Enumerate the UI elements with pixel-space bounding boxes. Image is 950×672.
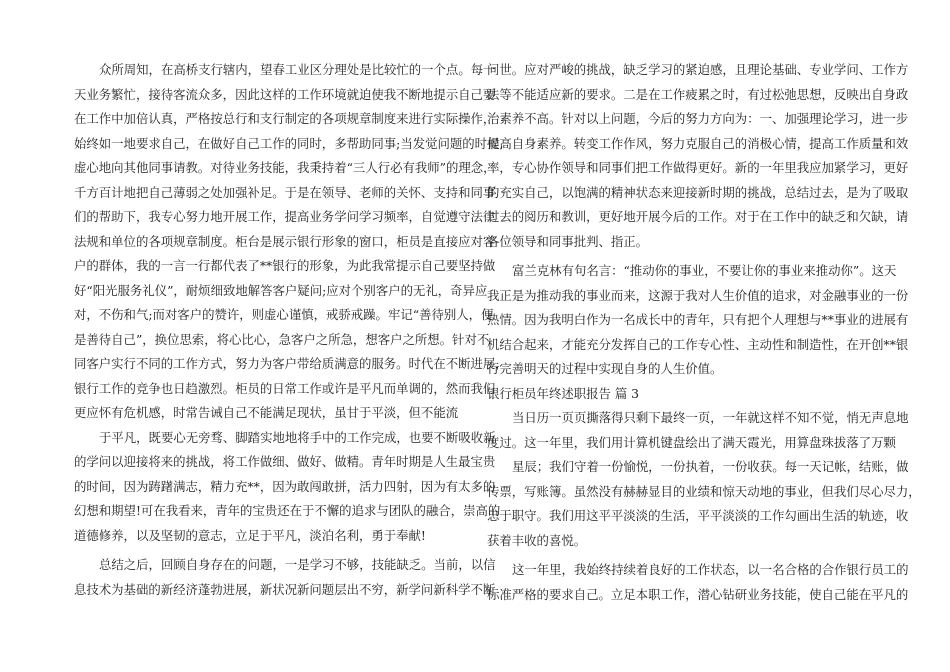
text-line: 忠于职守。我们用这平平淡淡的生活，平平淡淡的工作勾画出生活的轨迹，收 [487,508,909,523]
text-line: 虚心地向其他同事请教。对待业务技能，我秉持着“三人行必有我师”的理念， [74,160,496,175]
text-line: 更应怀有危机感，时常告诫自己不能满足现状，虽甘于平淡，但不能流 [74,405,459,420]
text-line: 的时间，因为踌躇满志，精力充**，因为敢闯敢拼，活力四射，因为有太多的 [74,478,496,494]
text-line: 率，专心协作领导和同事们把工作做得更好。新的一年里我应加紧学习，更好 [487,160,909,175]
text-line: 当日历一页页撕落得只剩下最终一页，一年就这样不知不觉，悄无声息地 [512,410,909,425]
text-line: 户的群体，我的一言一行都代表了**银行的形象，为此我常提示自己要坚持做 [74,258,496,273]
text-line: 千方百计地把自己薄弱之处加强补足。于是在领导、老师的关怀、支持和同事 [74,184,496,200]
text-line: 问世。应对严峻的挑战，缺乏学习的紧迫感，且理论基础、专业学问、工作方 [487,62,909,77]
text-line: 始终如一地要求自己，在做好自己工作的同时，多帮助同事;当发觉问题的时候, [74,135,504,151]
text-line: 法等不能适应新的要求。二是在工作疲累之时，有过松弛思想，反映出自身政 [487,86,909,102]
text-line: 天业务繁忙，接待客流众多，因此这样的工作环境就迫使我不断地提示自己要 [74,86,496,102]
text-line: 银行柜员年终述职报告 篇 3 [487,385,640,401]
text-line: 银行工作的竞争也日趋激烈。柜员的日常工作或许是平凡而单调的，然而我们 [74,380,496,396]
left-column [74,58,508,602]
text-line: 同客户实行不同的工作方式，努力为客户带给质满意的服务。时代在不断进展， [74,356,508,371]
text-line: 们的帮助下，我专心努力地开展工作，提高业务学问学习频率，自觉遵守法律 [74,209,496,224]
text-line: 获着丰收的喜悦。 [487,532,587,548]
text-line: 机结合起来，才能充分发挥自己的工作专心性、主动性和制造性，在开创**银 [487,336,909,352]
text-line: 治素养不高。针对以上问题，今后的努力方向为：一、加强理论学习，进一步 [487,111,909,126]
text-line: 息技术为基础的新经济蓬勃进展，新状况新问题层出不穷，新学问新科学不断 [74,581,496,597]
text-line: 的充实自己，以饱满的精神状态来迎接新时期的挑战，总结过去，是为了吸取 [487,184,909,200]
text-line: 传票，写账簿。虽然没有赫赫显目的业绩和惊天动地的事业，但我们尽心尽力， [487,483,921,499]
text-line: 总结之后，回顾自身存在的问题，一是学习不够，技能缺乏。当前，以信 [99,557,496,572]
text-line: 过去的阅历和教训，更好地开展今后的工作。对于在工作中的缺乏和欠缺，请 [487,209,909,224]
text-line: 热情。因为我明白作为一名成长中的青年，只有把个人理想与**事业的进展有 [487,312,909,327]
text-line: 的学问以迎接将来的挑战，将工作做细、做好、做精。青年时期是人生最宝贵 [74,454,496,469]
text-line: 度过。这一年里，我们用计算机键盘绘出了满天霞光，用算盘珠拔落了万颗 [487,434,896,450]
text-line: 在工作中加倍认真，严格按总行和支行制定的各项规章制度来进行实际操作， [74,111,496,126]
text-line: 这一年里，我始终持续着良好的工作状态，以一名合格的合作银行员工的 [512,562,909,577]
text-line: 是善待自己”，换位思索，将心比心，急客户之所急，想客户之所想。针对不 [74,331,490,347]
text-line: 道德修养，以及坚韧的意志，立足于平凡，淡泊名利，勇于奉献! [74,527,426,543]
text-line: 于平凡，既要心无旁骛、脚踏实地地将手中的工作完成，也要不断吸收新 [99,429,496,445]
text-line: 标准严格的要求自己。立足本职工作，潜心钻研业务技能，使自己能在平凡的 [487,586,909,602]
text-line: 众所周知，在高桥支行辖内，望春工业区分理处是比较忙的一个点。每一 [99,62,496,77]
text-line: 幻想和期望!可在我看来，青年的宝贵还在于不懈的追求与团队的融合，崇高的 [74,503,501,518]
text-line: 我正是为推动我的事业而来，这源于我对人生价值的追求，对金融事业的一份 [487,287,909,303]
text-line: 星辰；我们守着一份愉悦，一份执着，一份收获。每一天记帐，结账，做 [512,459,909,474]
text-line: 富兰克林有句名言：“推动你的事业，不要让你的事业来推动你”。这天 [512,263,897,278]
text-line: 行完善明天的过程中实现自身的人生价值。 [487,361,723,376]
text-line: 提高自身素养。转变工作作风，努力克服自己的消极心情，提高工作质量和效 [487,135,909,151]
text-line: 好“阳光服务礼仪”，耐烦细致地解答客户疑问;应对个别客户的无礼，奇异应 [74,282,488,298]
text-line: 对，不伤和气;而对客户的赞许，则虚心谨慎，戒骄戒躁。牢记“善待别人，便 [74,307,494,322]
right-column [487,58,921,607]
text-line: 各位领导和同事批判、指正。 [487,233,649,249]
text-line: 法规和单位的各项规章制度。柜台是展示银行形象的窗口，柜员是直接应对客 [74,233,496,249]
